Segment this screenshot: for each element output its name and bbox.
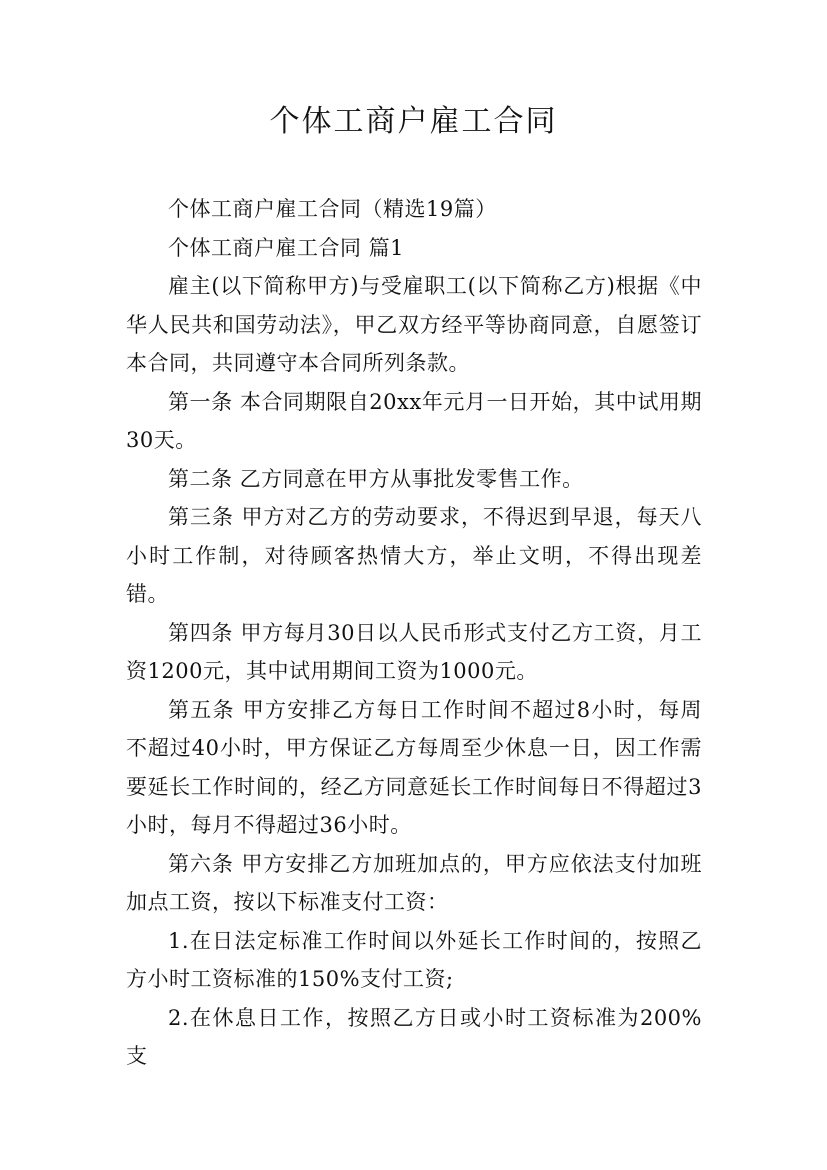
document-title: 个体工商户雇工合同: [269, 104, 558, 139]
paragraph-preamble: 雇主(以下简称甲方)与受雇职工(以下简称乙方)根据《中华人民共和国劳动法》，甲乙双方经平等协商同意，自愿签订本合同，共同遵守本合同所列条款。: [126, 274, 702, 375]
paragraph-collection-title: 个体工商户雇工合同（精选19篇）: [168, 197, 497, 221]
paragraph-item-1: 1.在日法定标准工作时间以外延长工作时间的，按照乙方小时工资标准的150%支付工资;: [126, 928, 702, 991]
paragraph-article-5: 第五条 甲方安排乙方每日工作时间不超过8小时，每周不超过40小时，甲方保证乙方每周至少休息一日，因工作需要延长工作时间的，经乙方同意延长工作时间每日不得超过3小时，每月不得超过36小时。: [126, 697, 702, 837]
paragraph-article-3: 第三条 甲方对乙方的劳动要求，不得迟到早退，每天八小时工作制，对待顾客热情大方，举止文明，不得出现差错。: [126, 505, 702, 606]
document-body: [126, 190, 702, 1076]
paragraph-article-4: 第四条 甲方每月30日以人民币形式支付乙方工资，月工资1200元，其中试用期间工资为1000元。: [126, 620, 702, 683]
paragraph-article-6: 第六条 甲方安排乙方加班加点的，甲方应依法支付加班加点工资，按以下标准支付工资：: [126, 851, 702, 914]
paragraph-section-heading: 个体工商户雇工合同 篇1: [168, 235, 405, 260]
paragraph-item-2: 2.在休息日工作，按照乙方日或小时工资标准为200%支: [126, 1005, 702, 1068]
paragraph-article-1: 第一条 本合同期限自20xx年元月一日开始，其中试用期30天。: [126, 389, 702, 452]
paragraph-article-2: 第二条 乙方同意在甲方从事批发零售工作。: [168, 466, 584, 491]
